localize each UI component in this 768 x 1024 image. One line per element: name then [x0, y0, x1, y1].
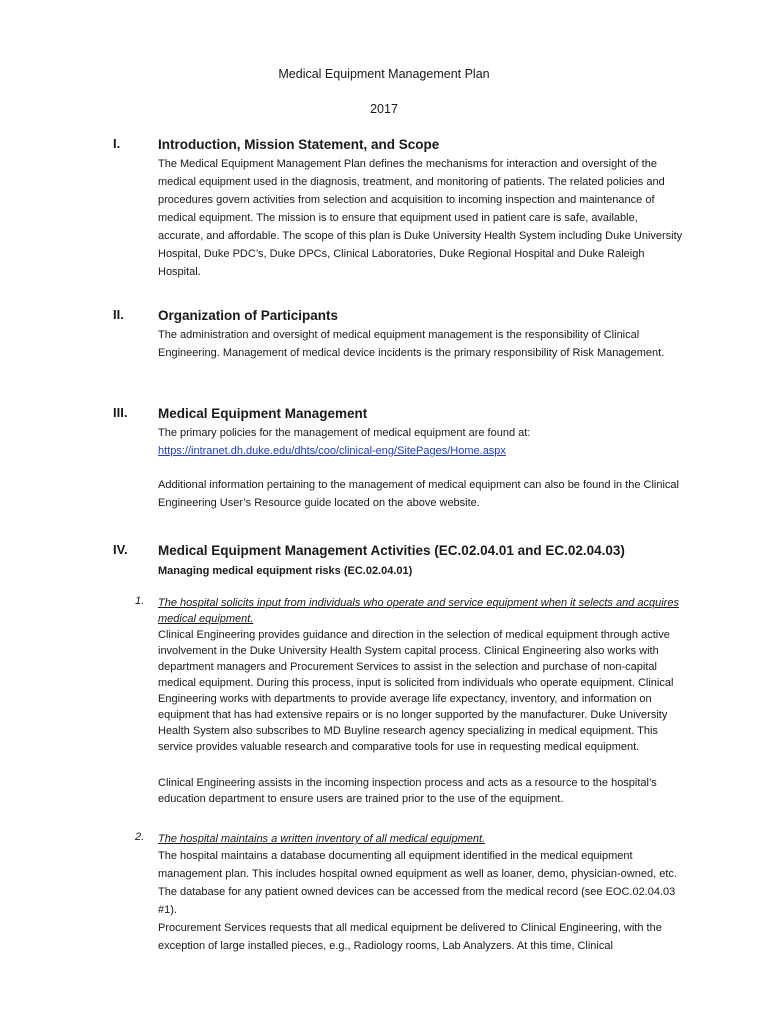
- section-heading: Medical Equipment Management Activities (EC.02.04.01 and EC.02.04.03): [158, 543, 625, 558]
- policy-link-line: [158, 442, 683, 460]
- section-text: The Medical Equipment Management Plan defines the mechanisms for interaction and oversight of the medical equipment used in the diagnosis, treatment, and monitoring of patients. The related policies and procedures govern activities from selection and acquisition to incoming inspection and maintenance of medical equipment. The mission is to ensure that equipment used in patient care is safe, available, accurate, and affordable. The scope of this plan is Duke University Health System including Duke University Hospital, Duke PDC’s, Duke DPCs, Clinical Laboratories, Duke Regional Hospital and Duke Raleigh Hospital.: [158, 158, 683, 278]
- list-item-body-additional: Clinical Engineering assists in the incoming inspection process and acts as a resource to the hospital’s education department to ensure users are trained prior to the use of the equipment.: [158, 777, 657, 805]
- spacer: [135, 755, 683, 769]
- list-item-lead: The hospital solicits input from individuals who operate and service equipment when it selects and acquires medical equipment.: [158, 597, 679, 625]
- list-item-body: The hospital maintains a database documenting all equipment identified in the medical equipment management plan. This includes hospital owned equipment as well as loaner, demo, physician-owned, etc. The database for any patient owned devices can be accessed from the medical record (see EOC.02.04.03 #1).: [158, 850, 677, 916]
- list-item-body-additional: Procurement Services requests that all medical equipment be delivered to Clinical Engineering, with the exception of large installed pieces, e.g., Radiology rooms, Lab Analyzers. At this time, Clinical: [158, 922, 662, 952]
- list-item: [135, 831, 683, 955]
- policy-link[interactable]: https://intranet.dh.duke.edu/dhts/coo/clinical-eng/SitePages/Home.aspx: [158, 445, 506, 457]
- list-item-number: 2.: [135, 831, 145, 843]
- section-numeral: III.: [113, 405, 128, 420]
- section-text: The administration and oversight of medical equipment management is the responsibility of Clinical Engineering. Management of medical device incidents is the primary responsibility of Risk Management.: [158, 329, 665, 359]
- section-subheading: Managing medical equipment risks (EC.02.04.01): [158, 565, 413, 577]
- list-item: [135, 595, 683, 807]
- section-introduction: [113, 136, 683, 281]
- section-numeral: IV.: [113, 542, 128, 557]
- section-heading: Introduction, Mission Statement, and Scope: [158, 137, 440, 152]
- section-activities: [113, 542, 683, 580]
- list-item-lead: The hospital maintains a written inventory of all medical equipment.: [158, 833, 486, 845]
- section-heading: Organization of Participants: [158, 308, 339, 323]
- section-numeral: I.: [113, 136, 121, 151]
- list-item-body: Clinical Engineering provides guidance and direction in the selection of medical equipment through active involvement in the Duke University Health System capital process. Clinical Engineering also works with department managers and Procurement Services to assist in the selection and purchase of non-capital medical equipment. During this process, input is solicited from individuals who operate equipment. Clinical Engineering works with departments to provide average life expectancy, inventory, and information on equipment that has had extensive repairs or is no longer supported by the manufacturer. Duke University Health System also subscribes to MD Buyline research agency specializing in medical equipment. This service provides valuable research and comparative tools for use in requesting medical equipment.: [158, 629, 674, 753]
- section-organization: [113, 307, 683, 362]
- document-title: Medical Equipment Management Plan: [278, 67, 490, 81]
- section-numeral: II.: [113, 307, 124, 322]
- spacer: [113, 460, 683, 474]
- section-equipment-management: [113, 405, 683, 512]
- section-text: The primary policies for the management of medical equipment are found at:: [158, 427, 531, 439]
- section-text-additional: Additional information pertaining to the management of medical equipment can also be found in the Clinical Engineering User’s Resource guide located on the above website.: [158, 479, 679, 509]
- section-heading: Medical Equipment Management: [158, 406, 368, 421]
- list-item-number: 1.: [135, 595, 145, 607]
- document-year: 2017: [370, 102, 398, 116]
